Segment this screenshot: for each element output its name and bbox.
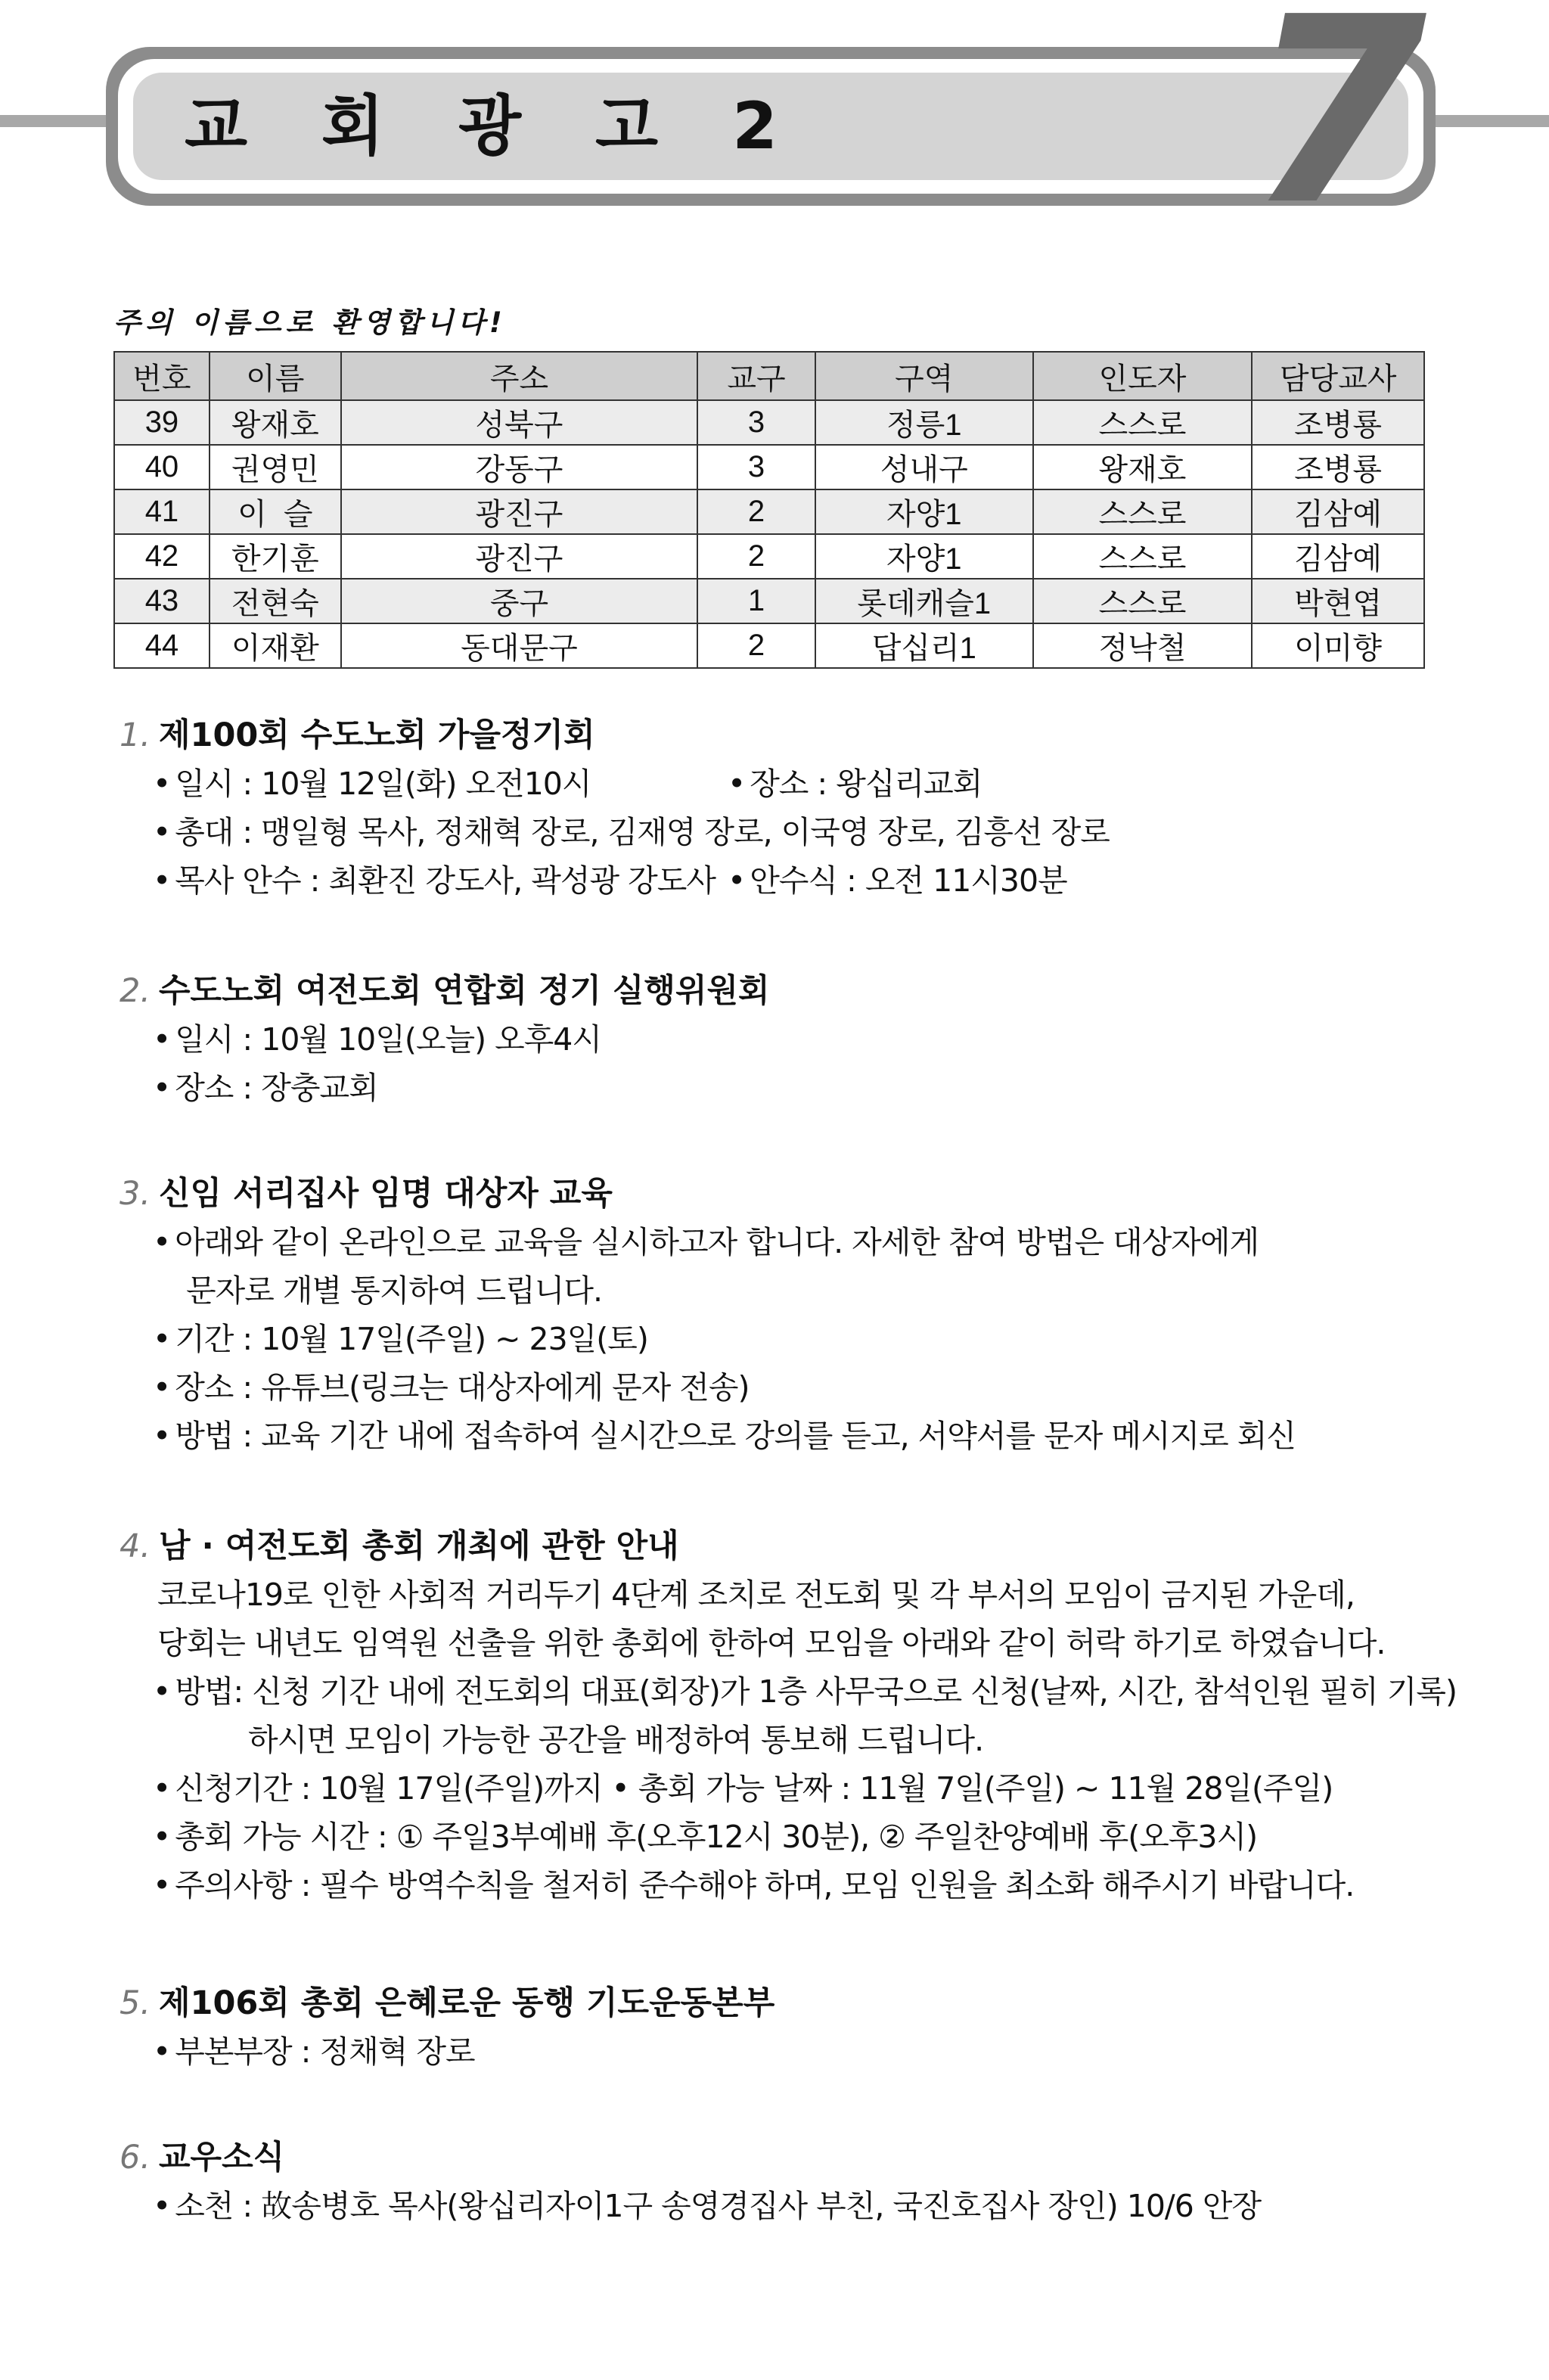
cell-teacher: 박현엽: [1252, 579, 1424, 623]
cell-number: 40: [114, 445, 210, 489]
cell-address: 강동구: [341, 445, 697, 489]
cell-teacher: 이미향: [1252, 623, 1424, 668]
cell-guide: 정낙철: [1033, 623, 1253, 668]
cell-parish: 2: [697, 623, 815, 668]
notice-6-line-1: • 소천 : 故송병호 목사(왕십리자이1구 송영경집사 부친, 국진호집사 장인) 10/6 안장: [120, 2182, 1451, 2230]
notice-4: [120, 1522, 1457, 1909]
notice-2-number: 2.: [120, 972, 151, 1010]
notice-1-number: 1.: [120, 716, 151, 754]
table-row: [114, 445, 1424, 489]
notice-4-apply: • 신청기간 : 10월 17일(주일)까지 • 총회 가능 날짜 : 11월 7일(주일) ~ 11월 28일(주일): [120, 1764, 1451, 1813]
cell-parish: 1: [697, 579, 815, 623]
cell-teacher: 조병룡: [1252, 400, 1424, 445]
cell-address: 성북구: [341, 400, 697, 445]
notice-3: [120, 1170, 1451, 1460]
notice-1-row-3: [120, 856, 1451, 905]
notice-5-number: 5.: [120, 1984, 151, 2022]
notice-1: [120, 711, 1451, 905]
notice-3-method: • 방법 : 교육 기간 내에 접속하여 실시간으로 강의를 듣고, 서약서를 문자 메시지로 회신: [120, 1412, 1451, 1460]
col-number: 번호: [114, 352, 210, 400]
notice-5-heading: [120, 1979, 1451, 2027]
notice-4-method-2: 하시면 모임이 가능한 공간을 배정하여 통보해 드립니다.: [248, 1722, 984, 1758]
col-name: 이름: [210, 352, 341, 400]
notice-2-heading: [120, 967, 1451, 1015]
notice-4-intro-2: 당회는 내년도 임역원 선출을 위한 총회에 한하여 모임을 아래와 같이 허락 하기로 하였습니다.: [157, 1625, 1386, 1661]
notice-3-number: 3.: [120, 1175, 151, 1213]
cell-name: 왕재호: [210, 400, 341, 445]
table-row: [114, 489, 1424, 534]
cell-parish: 3: [697, 445, 815, 489]
table-row: [114, 579, 1424, 623]
notice-1-ordination-time: • 안수식 : 오전 11시30분: [728, 856, 1067, 905]
notice-4-number: 4.: [120, 1527, 151, 1565]
notice-1-place: • 장소 : 왕십리교회: [728, 760, 982, 808]
cell-teacher: 조병룡: [1252, 445, 1424, 489]
notice-3-heading: [120, 1170, 1451, 1218]
notice-4-caution: • 주의사항 : 필수 방역수칙을 철저히 준수해야 하며, 모임 인원을 최소화 해주시기 바랍니다.: [120, 1861, 1451, 1909]
newcomer-table: [113, 351, 1425, 669]
notice-6-number: 6.: [120, 2139, 151, 2176]
notice-2-title: 수도노회 여전도회 연합회 정기 실행위원회: [159, 972, 770, 1010]
cell-district: 성내구: [815, 445, 1033, 489]
notice-3-period: • 기간 : 10월 17일(주일) ~ 23일(토): [120, 1315, 1451, 1363]
table-row: [114, 534, 1424, 579]
notice-6-title: 교우소식: [159, 2139, 285, 2176]
notice-4-title: 남 · 여전도회 총회 개최에 관한 안내: [159, 1527, 679, 1565]
cell-number: 44: [114, 623, 210, 668]
cell-address: 동대문구: [341, 623, 697, 668]
page-title: 교 회 광 고 2: [185, 89, 803, 164]
cell-district: 답십리1: [815, 623, 1033, 668]
col-address: 주소: [341, 352, 697, 400]
notice-4-method-1: • 방법: 신청 기간 내에 전도회의 대표(회장)가 1층 사무국으로 신청(날짜, 시간, 참석인원 필히 기록): [120, 1667, 1451, 1716]
cell-parish: 2: [697, 489, 815, 534]
notice-4-intro-1: 코로나19로 인한 사회적 거리두기 4단계 조치로 전도회 및 각 부서의 모임이 금지된 가운데,: [157, 1577, 1355, 1613]
notice-1-leaders: • 총대 : 맹일형 목사, 정채혁 장로, 김재영 장로, 이국영 장로, 김흥선 장로: [120, 808, 1451, 856]
cell-name: 권영민: [210, 445, 341, 489]
cell-name: 전현숙: [210, 579, 341, 623]
notice-4-times: • 총회 가능 시간 : ① 주일3부예배 후(오후12시 30분), ② 주일찬양예배 후(오후3시): [120, 1813, 1451, 1861]
cell-guide: 스스로: [1033, 489, 1253, 534]
cell-number: 39: [114, 400, 210, 445]
cell-district: 정릉1: [815, 400, 1033, 445]
notice-4-heading: [120, 1522, 1451, 1571]
welcome-heading: 주의 이름으로 환영합니다!: [113, 306, 507, 339]
col-district: 구역: [815, 352, 1033, 400]
cell-name: 한기훈: [210, 534, 341, 579]
notice-3-line-1b: 문자로 개별 통지하여 드립니다.: [186, 1272, 603, 1309]
notice-5-line-1: • 부본부장 : 정채혁 장로: [120, 2027, 1451, 2076]
notice-1-title: 제100회 수도노회 가을정기회: [159, 716, 595, 754]
table-header-row: [114, 352, 1424, 400]
notice-2: [120, 967, 1451, 1112]
notice-1-heading: [120, 711, 1451, 760]
cell-address: 광진구: [341, 489, 697, 534]
cell-guide: 스스로: [1033, 400, 1253, 445]
cell-name: 이재환: [210, 623, 341, 668]
cell-district: 자양1: [815, 489, 1033, 534]
cell-parish: 3: [697, 400, 815, 445]
cell-number: 41: [114, 489, 210, 534]
notice-5-title: 제106회 총회 은혜로운 동행 기도운동본부: [159, 1984, 775, 2022]
notice-3-line-1: • 아래와 같이 온라인으로 교육을 실시하고자 합니다. 자세한 참여 방법은 대상자에게: [120, 1218, 1451, 1266]
cell-address: 광진구: [341, 534, 697, 579]
col-parish: 교구: [697, 352, 815, 400]
cell-guide: 스스로: [1033, 579, 1253, 623]
notice-6: [120, 2133, 1451, 2230]
notice-2-date: • 일시 : 10월 10일(오늘) 오후4시: [120, 1015, 1451, 1064]
notice-1-row-1: [120, 760, 1451, 808]
cell-number: 43: [114, 579, 210, 623]
cell-name: 이 슬: [210, 489, 341, 534]
cell-parish: 2: [697, 534, 815, 579]
notice-3-place: • 장소 : 유튜브(링크는 대상자에게 문자 전송): [120, 1363, 1451, 1412]
cell-district: 롯데캐슬1: [815, 579, 1033, 623]
cell-teacher: 김삼예: [1252, 489, 1424, 534]
table-row: [114, 623, 1424, 668]
col-guide: 인도자: [1033, 352, 1253, 400]
cell-guide: 왕재호: [1033, 445, 1253, 489]
cell-address: 중구: [341, 579, 697, 623]
notice-1-ordination: • 목사 안수 : 최환진 강도사, 곽성광 강도사: [153, 856, 728, 905]
notice-2-place: • 장소 : 장충교회: [120, 1064, 1451, 1112]
notice-1-date: • 일시 : 10월 12일(화) 오전10시: [153, 760, 728, 808]
notice-3-title: 신임 서리집사 임명 대상자 교육: [159, 1175, 613, 1213]
page-number: 7: [1248, 0, 1420, 262]
table-row: [114, 400, 1424, 445]
col-teacher: 담당교사: [1252, 352, 1424, 400]
notice-6-heading: [120, 2133, 1451, 2182]
cell-district: 자양1: [815, 534, 1033, 579]
cell-number: 42: [114, 534, 210, 579]
cell-teacher: 김삼예: [1252, 534, 1424, 579]
notice-5: [120, 1979, 1451, 2076]
cell-guide: 스스로: [1033, 534, 1253, 579]
